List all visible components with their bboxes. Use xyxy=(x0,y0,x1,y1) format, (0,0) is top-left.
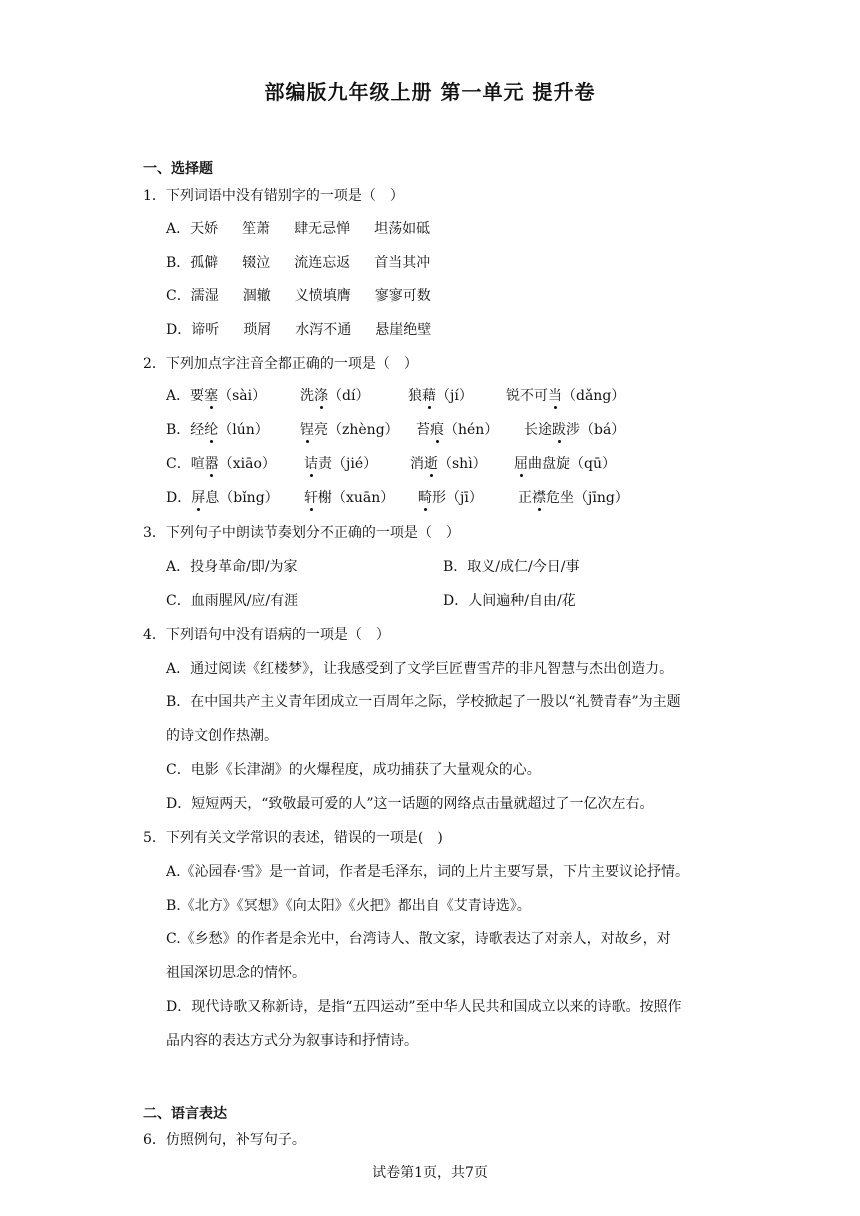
page-footer: 试卷第1页，共7页 xyxy=(372,1165,488,1181)
question-4-option-a: A．通过阅读《红楼梦》，让我感受到了文学巨匠曹雪芹的非凡智慧与杰出创造力。 xyxy=(166,661,674,677)
question-3-stem: 3．下列句子中朗读节奏划分不正确的一项是（ ） xyxy=(143,525,460,541)
page-title: 部编版九年级上册 第一单元 提升卷 xyxy=(264,80,596,104)
question-5-option-d: D．现代诗歌又称新诗，是指“五四运动”至中华人民共和国成立以来的诗歌。按照作 xyxy=(166,999,682,1015)
question-5-option-c: C.《乡愁》的作者是余光中，台湾诗人、散文家，诗歌表达了对亲人，对故乡，对 xyxy=(166,931,671,947)
question-4-option-d: D．短短两天，“致敬最可爱的人”这一话题的网络点击量就超过了一亿次左右。 xyxy=(166,796,654,812)
question-3-option-b: B．取义/成仁/今日/事 xyxy=(443,559,580,575)
question-2-stem: 2．下列加点字注音全都正确的一项是（ ） xyxy=(143,356,418,372)
question-1-option-c: C．濡湿 涸辙 义愤填膺 寥寥可数 xyxy=(166,288,431,304)
question-4-option-b: B．在中国共产主义青年团成立一百周年之际，学校掀起了一股以“礼赞青春”为主题 xyxy=(166,694,681,710)
question-3-option-d: D．人间遍种/自由/花 xyxy=(443,593,576,609)
question-4-option-c: C．电影《长津湖》的火爆程度，成功捕获了大量观众的心。 xyxy=(166,762,541,778)
question-4-option-b-cont: 的诗文创作热潮。 xyxy=(166,728,278,744)
question-5-option-c-cont: 祖国深切思念的情怀。 xyxy=(166,965,306,981)
section-heading-choice: 一、选择题 xyxy=(143,161,213,177)
question-5-option-d-cont: 品内容的表达方式分为叙事诗和抒情诗。 xyxy=(166,1033,418,1049)
question-4-stem: 4．下列语句中没有语病的一项是（ ） xyxy=(143,627,390,643)
question-1-stem: 1．下列词语中没有错别字的一项是（ ） xyxy=(143,188,404,204)
question-1-option-b: B．孤僻 辍泣 流连忘返 首当其冲 xyxy=(166,255,431,271)
question-5-stem: 5．下列有关文学常识的表述，错误的一项是( ) xyxy=(143,830,443,846)
question-5-option-b: B.《北方》《冥想》《向太阳》《火把》都出自《艾青诗选》。 xyxy=(166,898,531,914)
question-1-option-a: A．天娇 笙萧 肆无忌惮 坦荡如砥 xyxy=(166,221,431,237)
question-1-option-d: D．谛听 琐屑 水泻不通 悬崖绝壁 xyxy=(166,322,432,338)
section-heading-language: 二、语言表达 xyxy=(143,1106,227,1122)
question-6-stem: 6．仿照例句，补写句子。 xyxy=(143,1132,306,1148)
question-3-option-a: A．投身革命/即/为家 xyxy=(166,559,298,575)
question-3-option-c: C．血雨腥风/应/有涯 xyxy=(166,593,299,609)
question-5-option-a: A.《沁园春·雪》是一首词，作者是毛泽东，词的上片主要写景，下片主要议论抒情。 xyxy=(166,864,690,880)
